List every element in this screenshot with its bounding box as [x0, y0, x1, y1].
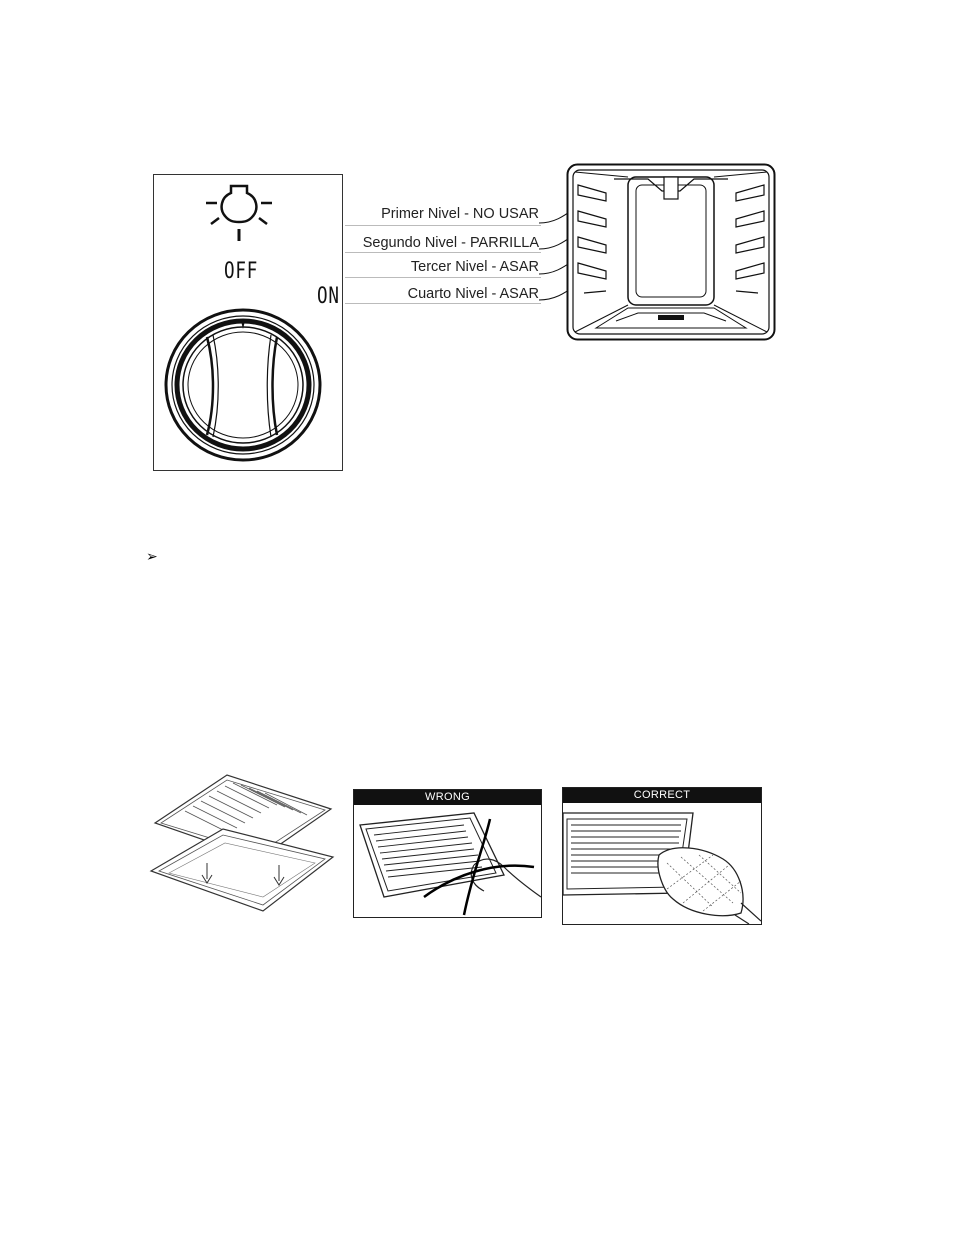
rack-level-1-label: Primer Nivel - NO USAR — [381, 206, 539, 222]
oven-light-knob-panel — [153, 174, 343, 471]
leader-line-4 — [345, 303, 541, 304]
arrow-bullet-icon: ➢ — [146, 548, 158, 564]
correct-handling-figure — [562, 787, 762, 925]
rotary-knob[interactable] — [163, 307, 325, 463]
oven-mitt-pan-illustration — [563, 803, 761, 924]
rack-level-3-label: Tercer Nivel - ASAR — [410, 259, 539, 275]
wrong-handling-figure — [353, 789, 542, 918]
correct-label: CORRECT — [563, 788, 761, 803]
leader-line-2 — [345, 252, 541, 253]
broil-pan-assembly-diagram — [147, 771, 337, 921]
wrong-label: WRONG — [354, 790, 541, 805]
bare-hand-pan-illustration — [354, 805, 541, 917]
oven-cavity-diagram — [566, 163, 776, 341]
off-label: OFF — [224, 259, 259, 284]
rack-level-2-label: Segundo Nivel - PARRILLA — [362, 235, 539, 251]
leader-line-3 — [345, 277, 541, 278]
leader-line-1 — [345, 225, 541, 226]
light-bulb-icon — [199, 179, 279, 245]
rack-level-4-label: Cuarto Nivel - ASAR — [407, 286, 539, 302]
on-label: ON — [317, 284, 340, 309]
